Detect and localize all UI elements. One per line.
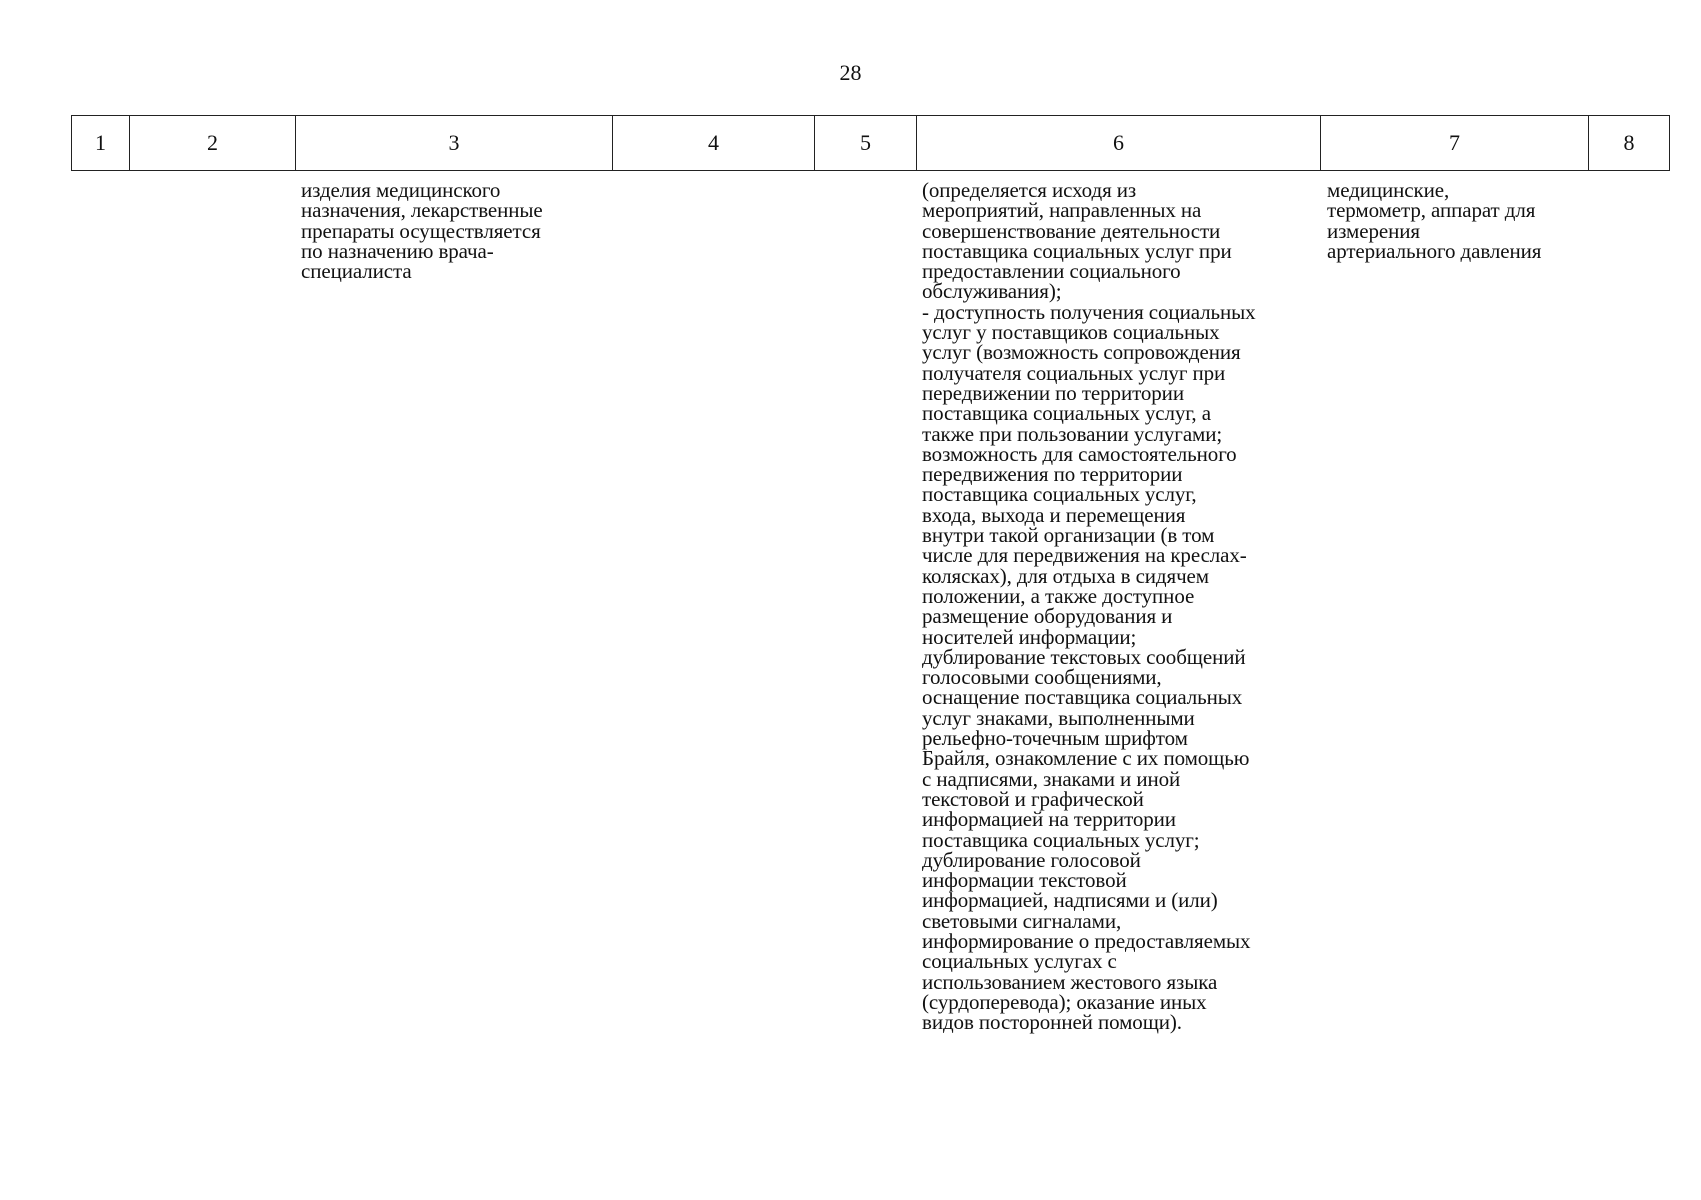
page-number: 28 — [839, 60, 862, 85]
header-cell-1: 1 — [72, 116, 130, 170]
header-cell-7: 7 — [1321, 116, 1589, 170]
header-cell-8: 8 — [1623, 130, 1635, 155]
column-6-text: (определяется исходя из мероприятий, направленных на совершенствование деятельности поставщика социальных услуг при предоставлении социального обслуживания); - доступность получения социальных услуг у поставщиков социальных услуг (возможность сопровождения получателя социальных услуг при передвижении по территории поставщика социальных услуг, а также при пользовании услугами; возможность для самостоятельного передвижения по территории поставщика социальных услуг, входа, выхода и перемещения внутри такой организации (в том числе для передвижения на креслах- колясках), для отдыха в сидячем положении, а также доступное размещение оборудования и носителей информации; дублирование текстовых сообщений голосовыми сообщениями, оснащение поставщика социальных услуг знаками, выполненными рельефно-точечным шрифтом Брайля, ознакомление с их помощью с надписями, знаками и иной текстовой и графической информацией на территории поставщика социальных услуг; дублирование голосовой информации текстовой информацией, надписями и (или) световыми сигналами, информирование о предоставляемых социальных услугах с использованием жестового языка (сурдоперевода); оказание иных видов посторонней помощи). — [922, 178, 1256, 1035]
header-cell-6: 6 — [917, 116, 1321, 170]
header-cell-3: 3 — [296, 116, 613, 170]
header-cell-4: 4 — [613, 116, 815, 170]
header-cell-5: 5 — [815, 116, 917, 170]
table-header-row — [71, 115, 1670, 171]
column-3-text: изделия медицинского назначения, лекарственные препараты осуществляется по назначению врача- специалиста — [301, 178, 543, 284]
header-cell-2: 2 — [130, 116, 296, 170]
column-7-text: медицинские, термометр, аппарат для измерения артериального давления — [1327, 178, 1542, 263]
